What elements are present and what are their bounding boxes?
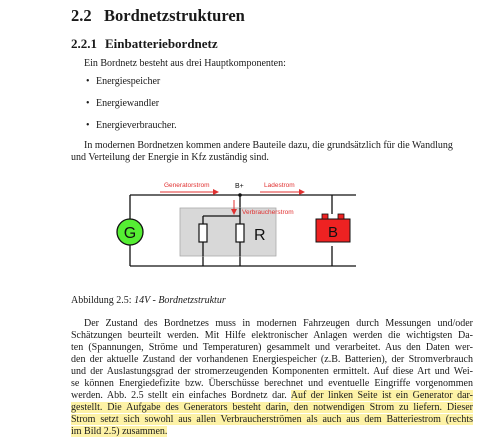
section-title: Bordnetzstrukturen bbox=[104, 6, 245, 25]
figure-caption bbox=[71, 295, 226, 306]
paragraph-line bbox=[71, 390, 473, 402]
bullet-icon: • bbox=[86, 76, 90, 87]
highlighted-text: Auf der linken Seite ist ein Generator dar- bbox=[290, 390, 473, 401]
section-heading bbox=[71, 6, 245, 26]
list-item bbox=[86, 97, 177, 119]
list-item bbox=[86, 75, 177, 97]
paragraph-line bbox=[71, 426, 473, 438]
resistor-2 bbox=[236, 224, 244, 242]
paragraph-line: In modernen Bordnetzen kommen andere Bauteile dazu, die grundsätzlich für die Wandlung bbox=[84, 140, 453, 151]
paragraph-line: se können Energiedefizite bzw. Überschüsse berechnet und eventuelle Eingriffe vorgenommen bbox=[71, 378, 473, 389]
bullet-icon: • bbox=[86, 120, 90, 131]
paragraph-components bbox=[71, 140, 471, 164]
paragraph-state bbox=[71, 318, 473, 438]
caption-text: 14V - Bordnetzstruktur bbox=[134, 295, 226, 306]
highlighted-text: Strom setzt sich sowohl aus allen Verbraucherströmen als auch aus dem Batteriestrom (rechts bbox=[71, 414, 473, 425]
subsection-title: Einbatteriebordnetz bbox=[105, 36, 218, 51]
subsection-heading bbox=[71, 36, 218, 52]
bordnetz-diagram bbox=[108, 176, 376, 272]
highlighted-text: im Bild 2.5) zusammen. bbox=[71, 426, 168, 437]
section-number: 2.2 bbox=[71, 6, 92, 25]
paragraph-line: Der Zustand des Bordnetzes muss in modernen Fahrzeugen durch Messungen und/oder bbox=[84, 318, 473, 329]
paragraph-line: und der Auslastungsgrad der stromerzeugenden Komponenten ermittelt. Auf diese Art und Wei- bbox=[71, 366, 473, 377]
component-list bbox=[86, 75, 177, 141]
node-label: B+ bbox=[235, 183, 244, 190]
list-item-text: Energiewandler bbox=[96, 98, 160, 109]
paragraph-line: ten (Spannungen, Ströme und Temperaturen) gesammelt und verarbeitet. Aus den Daten wer- bbox=[71, 342, 473, 353]
list-item bbox=[86, 119, 177, 141]
generator-current-label: Generatorstrom bbox=[164, 182, 210, 189]
paragraph-line bbox=[71, 402, 473, 414]
paragraph-line: Schätzungen beurteilt werden. Mit Hilfe elektronischer Anlagen werden die wichtigsten Da- bbox=[71, 330, 473, 341]
regulator-label: R bbox=[254, 227, 266, 244]
generator-label: G bbox=[123, 225, 137, 242]
bullet-icon: • bbox=[86, 98, 90, 109]
caption-label: Abbildung 2.5: bbox=[71, 295, 132, 306]
node-dot bbox=[238, 193, 242, 197]
resistor-1 bbox=[199, 224, 207, 242]
consumer-current-label: Verbraucherstrom bbox=[242, 209, 294, 216]
highlighted-text: gestellt. Die Aufgabe des Generators besteht darin, den notwendigen Strom zu liefern. Dieser bbox=[71, 402, 473, 413]
battery-label: B bbox=[327, 224, 339, 241]
paragraph-line bbox=[71, 414, 473, 426]
paragraph-line: und Verteilung der Energie in Kfz zuständig sind. bbox=[71, 152, 269, 163]
intro-sentence: Ein Bordnetz besteht aus drei Hauptkomponenten: bbox=[84, 58, 286, 69]
paragraph-text: werden. Abb. 2.5 stellt ein einfaches Bordnetz dar. bbox=[71, 390, 287, 401]
list-item-text: Energieverbraucher. bbox=[96, 120, 177, 131]
paragraph-line: den der aktuelle Zustand der vorhandenen Energiespeicher (z.B. Batterien), der Stromverbrauch bbox=[71, 354, 473, 365]
list-item-text: Energiespeicher bbox=[96, 76, 161, 87]
charge-current-label: Ladestrom bbox=[264, 182, 295, 189]
subsection-number: 2.2.1 bbox=[71, 36, 97, 51]
